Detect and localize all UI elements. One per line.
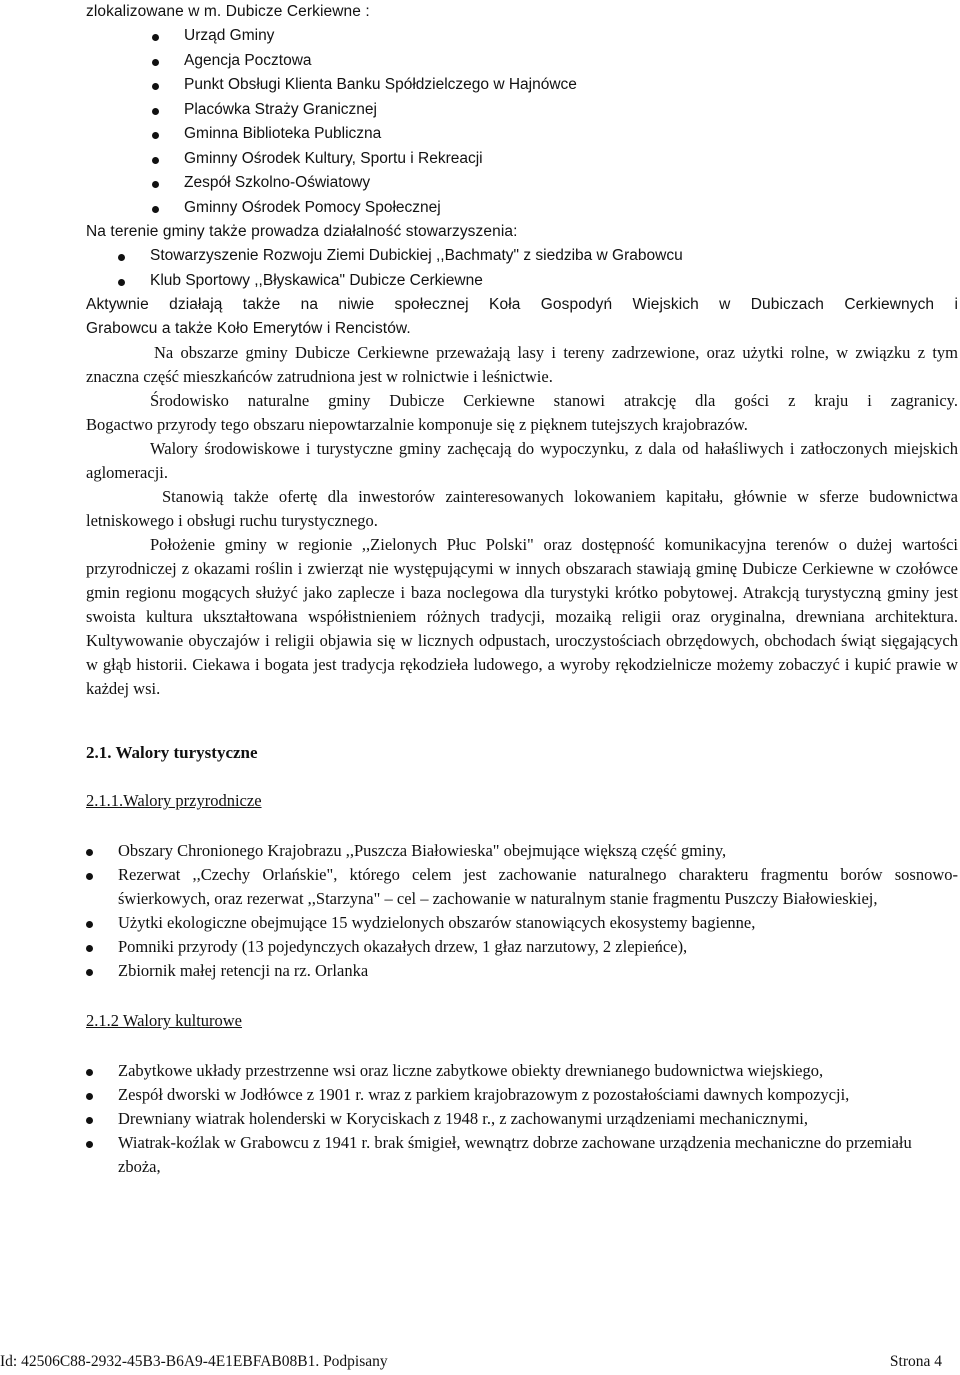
list-item: Stowarzyszenie Rozwoju Ziemi Dubickiej ,,Bachmaty" z siedziba w Grabowcu — [86, 244, 958, 269]
paragraph-location: Położenie gminy w regionie ,,Zielonych Płuc Polski" oraz dostępność komunikacyjna terenów o dużej wartości przyrodniczej z okazami roślin i zwierząt nie występującymi w innych obszarach stawiają gminę Dubicze Cerkiewne w czołówce gmin regionu mogących służyć jako zaplecze i baza noclegowa dla turystyki krótko pobytowej. Atrakcją turystyczną gminy jest swoista kultura ukształtowana współistnieniem różnych tradycji, mozaiką religii oraz oryginalna, drewniana architektura. Kultywowanie obyczajów i religii objawia się w licznych odpustach, uroczystościach obrzędowych, obchodach świąt sięgających w głąb historii. Ciekawa i bogata jest tradycja rękodzieła ludowego, a wyroby rękodzielnicze możemy zobaczyć i kupić prawie w każdej wsi. — [86, 535, 958, 698]
paragraph-values: Walory środowiskowe i turystyczne gminy zachęcają do wypoczynku, z dala od hałaśliwych i zatłoczonych miejskich aglomeracji. — [86, 439, 958, 482]
heading-tourist-values: 2.1. Walory turystyczne — [86, 743, 258, 762]
associations-intro: Na terenie gminy także prowadza działalność stowarzyszenia: — [86, 223, 518, 240]
page-footer — [0, 1350, 960, 1374]
paragraph-environment-2: Bogactwo przyrody tego obszaru niepowtarzalnie komponuje się z pięknem tutejszych krajobrazów. — [86, 415, 748, 434]
list-item: Zbiornik małej retencji na rz. Orlanka — [86, 959, 958, 983]
bullet-icon — [86, 1141, 93, 1148]
list-item: Agencja Pocztowa — [86, 49, 958, 74]
institutions-list — [86, 24, 958, 220]
list-item: Gminna Biblioteka Publiczna — [86, 122, 958, 147]
natural-values-list — [86, 839, 958, 983]
list-item: Drewniany wiatrak holenderski w Koryciskach z 1948 r., z zachowanymi urządzeniami mechanicznymi, — [86, 1107, 958, 1131]
list-item: Zespół dworski w Jodłówce z 1901 r. wraz z parkiem krajobrazowym z pozostałościami dawnych kompozycji, — [86, 1083, 958, 1107]
intro-line: zlokalizowane w m. Dubicze Cerkiewne : — [86, 3, 370, 20]
bullet-icon — [86, 921, 93, 928]
list-item: Zespół Szkolno-Oświatowy — [86, 171, 958, 196]
bullet-icon — [86, 969, 93, 976]
bullet-icon — [86, 849, 93, 856]
active-line-1: Aktywnie działają także na niwie społecznej Koła Gospodyń Wiejskich w Dubiczach Cerkiewnych i — [86, 296, 958, 313]
active-line-2: Grabowcu a także Koło Emerytów i Rencistów. — [86, 320, 411, 337]
bullet-icon — [86, 1117, 93, 1124]
bullet-icon — [152, 132, 159, 139]
bullet-icon — [86, 1093, 93, 1100]
bullet-icon — [152, 181, 159, 188]
document-id: Id: 42506C88-2932-45B3-B6A9-4E1EBFAB08B1. Podpisany — [0, 1353, 388, 1370]
list-item: Rezerwat ,,Czechy Orlańskie", którego celem jest zachowanie naturalnego charakteru fragmentu borów sosnowo- świerkowych, oraz rezerwat ,,Starzyna" – cel – zachowanie w naturalnym stanie fragmentu Puszczy Białowieskiej, — [86, 863, 958, 911]
bullet-icon — [118, 254, 125, 261]
cultural-values-list — [86, 1059, 958, 1179]
heading-natural-values: 2.1.1.Walory przyrodnicze — [86, 791, 262, 810]
bullet-icon — [152, 34, 159, 41]
paragraph-environment-1: Środowisko naturalne gminy Dubicze Cerkiewne stanowi atrakcję dla gości z kraju i zagranicy. — [150, 391, 958, 410]
list-item: Wiatrak-koźlak w Grabowcu z 1941 r. brak śmigieł, wewnątrz dobrze zachowane urządzenia mechaniczne do przemiału zboża, — [86, 1131, 958, 1179]
bullet-icon — [152, 206, 159, 213]
list-item: Obszary Chronionego Krajobrazu ,,Puszcza Białowieska" obejmujące większą część gminy, — [86, 839, 958, 863]
paragraph-offer: Stanowią także ofertę dla inwestorów zainteresowanych lokowaniem kapitału, głównie w sferze budownictwa letniskowego i obsługi ruchu turystycznego. — [86, 487, 958, 530]
list-item: Zabytkowe układy przestrzenne wsi oraz liczne zabytkowe obiekty drewnianego budownictwa wiejskiego, — [86, 1059, 958, 1083]
associations-list — [86, 244, 958, 293]
bullet-icon — [152, 59, 159, 66]
bullet-icon — [152, 157, 159, 164]
page-number: Strona 4 — [889, 1353, 942, 1370]
list-item: Klub Sportowy ,,Błyskawica" Dubicze Cerkiewne — [86, 269, 958, 294]
list-item: Gminny Ośrodek Pomocy Społecznej — [86, 196, 958, 221]
bullet-icon — [152, 108, 159, 115]
paragraph-forests: Na obszarze gminy Dubicze Cerkiewne przeważają lasy i tereny zadrzewione, oraz użytki rolne, w związku z tym znaczna część mieszkańców zatrudniona jest w rolnictwie i leśnictwie. — [86, 343, 958, 386]
list-item: Placówka Straży Granicznej — [86, 98, 958, 123]
bullet-icon — [86, 873, 93, 880]
list-item: Urząd Gminy — [86, 24, 958, 49]
bullet-icon — [86, 1069, 93, 1076]
list-item: Punkt Obsługi Klienta Banku Spółdzielczego w Hajnówce — [86, 73, 958, 98]
document-page — [86, 0, 958, 1179]
list-item: Gminny Ośrodek Kultury, Sportu i Rekreacji — [86, 147, 958, 172]
bullet-icon — [118, 279, 125, 286]
bullet-icon — [86, 945, 93, 952]
list-item: Użytki ekologiczne obejmujące 15 wydzielonych obszarów stanowiących ekosystemy bagienne, — [86, 911, 958, 935]
list-item: Pomniki przyrody (13 pojedynczych okazałych drzew, 1 głaz narzutowy, 2 zlepieńce), — [86, 935, 958, 959]
heading-cultural-values: 2.1.2 Walory kulturowe — [86, 1011, 243, 1030]
bullet-icon — [152, 83, 159, 90]
